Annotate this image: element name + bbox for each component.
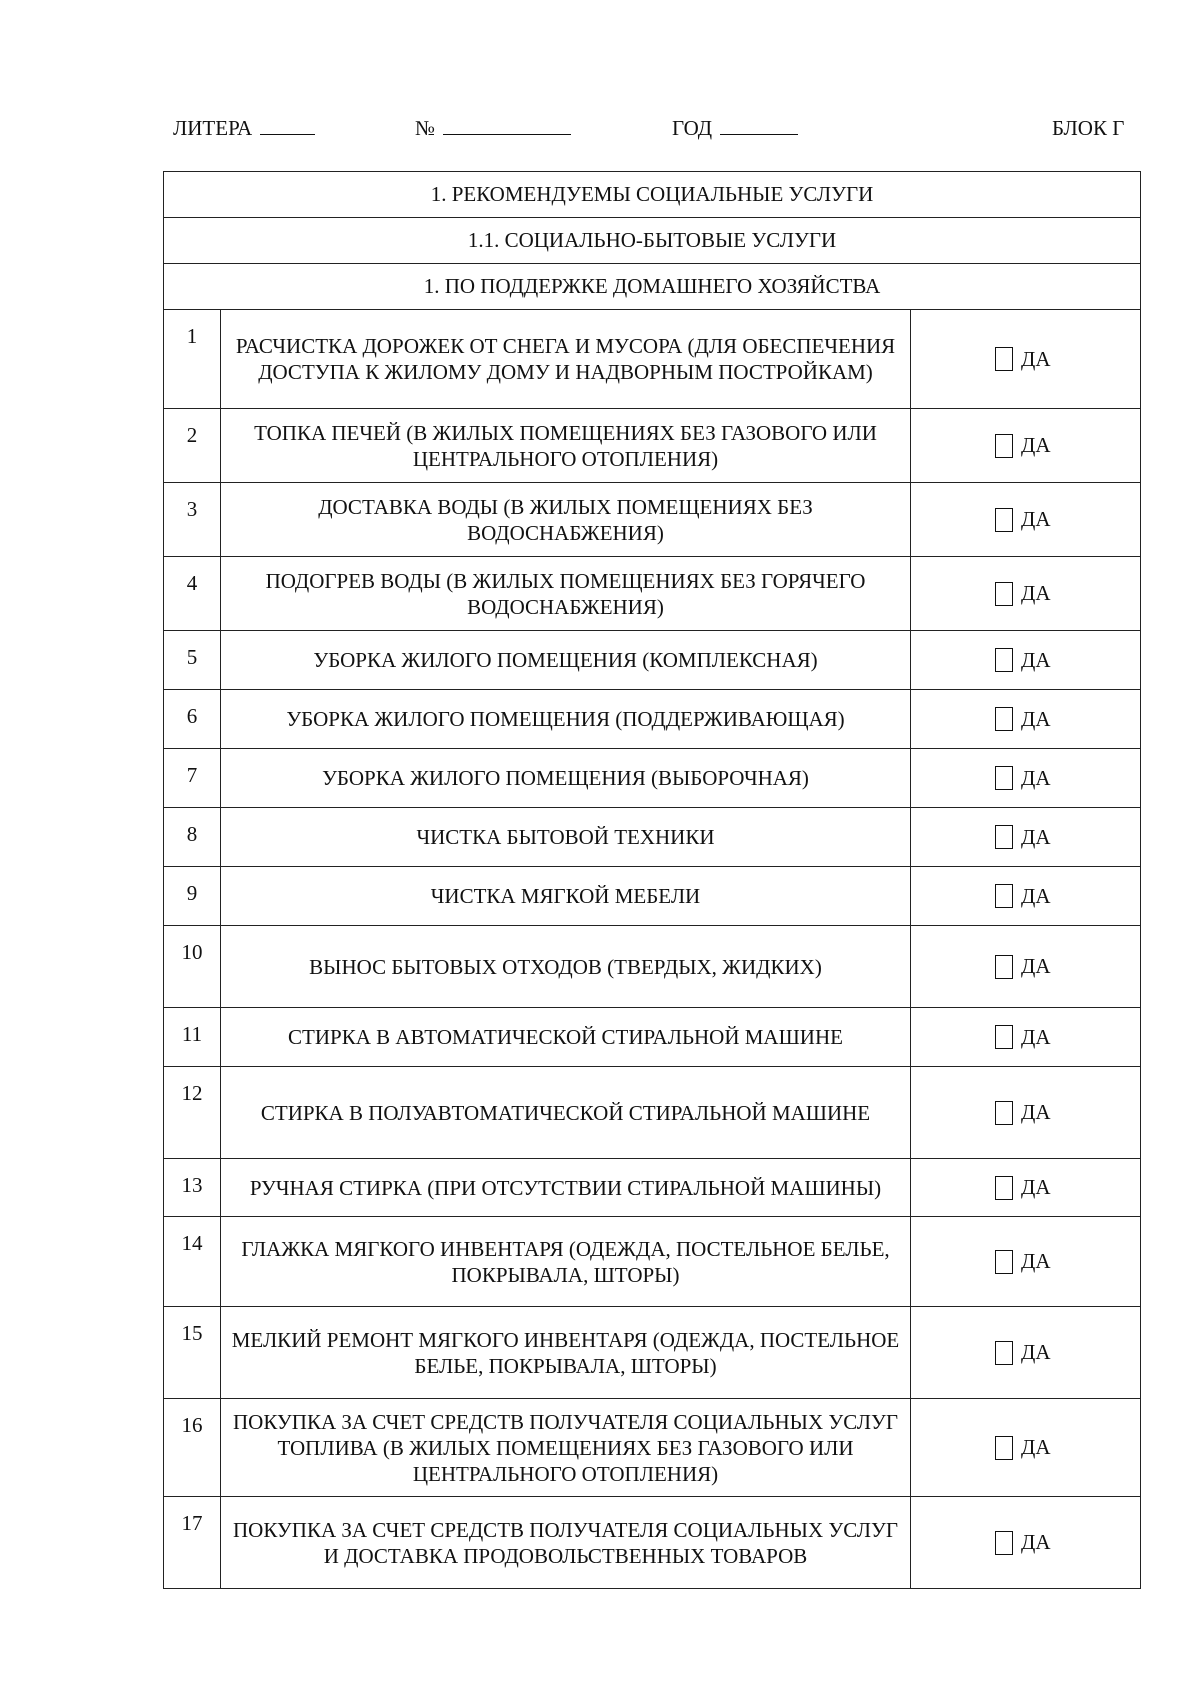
yes-checkbox[interactable] <box>995 347 1013 371</box>
yes-option <box>911 766 1140 791</box>
service-description: ГЛАЖКА МЯГКОГО ИНВЕНТАРЯ (ОДЕЖДА, ПОСТЕЛЬНОЕ БЕЛЬЕ, ПОКРЫВАЛА, ШТОРЫ) <box>221 1217 911 1307</box>
yes-cell <box>911 557 1141 631</box>
row-number: 9 <box>164 867 221 926</box>
yes-checkbox[interactable] <box>995 1341 1013 1365</box>
row-number: 7 <box>164 749 221 808</box>
service-description: РУЧНАЯ СТИРКА (ПРИ ОТСУТСТВИИ СТИРАЛЬНОЙ МАШИНЫ) <box>221 1159 911 1217</box>
yes-cell <box>911 1217 1141 1307</box>
yes-label: ДА <box>1021 507 1051 531</box>
yes-option <box>911 581 1140 606</box>
yes-option <box>911 433 1140 458</box>
yes-label: ДА <box>1021 954 1051 978</box>
yes-cell <box>911 1008 1141 1067</box>
section-title-housekeeping: 1. ПО ПОДДЕРЖКЕ ДОМАШНЕГО ХОЗЯЙСТВА <box>164 264 1141 310</box>
row-number: 3 <box>164 483 221 557</box>
yes-option <box>911 1249 1140 1274</box>
yes-checkbox[interactable] <box>995 825 1013 849</box>
row-number: 11 <box>164 1008 221 1067</box>
yes-checkbox[interactable] <box>995 707 1013 731</box>
row-number: 15 <box>164 1307 221 1399</box>
yes-checkbox[interactable] <box>995 1250 1013 1274</box>
yes-label: ДА <box>1021 1024 1051 1049</box>
yes-label: ДА <box>1021 1340 1051 1364</box>
row-number: 5 <box>164 631 221 690</box>
service-description: ПОКУПКА ЗА СЧЕТ СРЕДСТВ ПОЛУЧАТЕЛЯ СОЦИАЛЬНЫХ УСЛУГ И ДОСТАВКА ПРОДОВОЛЬСТВЕННЫХ ТОВАРОВ <box>221 1497 911 1589</box>
service-description: ВЫНОС БЫТОВЫХ ОТХОДОВ (ТВЕРДЫХ, ЖИДКИХ) <box>221 926 911 1008</box>
service-row <box>164 1067 1141 1159</box>
year-field <box>672 116 798 141</box>
service-row <box>164 1307 1141 1399</box>
yes-option <box>911 507 1140 532</box>
section-row <box>164 172 1141 218</box>
form-header <box>0 116 1200 146</box>
yes-option <box>911 1435 1140 1460</box>
yes-label: ДА <box>1021 1100 1051 1124</box>
yes-label: ДА <box>1021 883 1051 908</box>
yes-label: ДА <box>1021 1249 1051 1273</box>
litera-input-line[interactable] <box>260 116 315 135</box>
year-label: ГОД <box>672 116 713 140</box>
section-title-household: 1.1. СОЦИАЛЬНО-БЫТОВЫЕ УСЛУГИ <box>164 218 1141 264</box>
service-row <box>164 926 1141 1008</box>
row-number: 1 <box>164 310 221 409</box>
services-table <box>163 171 1141 1589</box>
service-row <box>164 1217 1141 1307</box>
yes-checkbox[interactable] <box>995 884 1013 908</box>
yes-label: ДА <box>1021 1530 1051 1554</box>
yes-option <box>911 707 1140 732</box>
yes-cell <box>911 867 1141 926</box>
row-number: 14 <box>164 1217 221 1307</box>
year-input-line[interactable] <box>720 116 798 135</box>
section-row <box>164 264 1141 310</box>
row-number: 12 <box>164 1067 221 1159</box>
service-description: МЕЛКИЙ РЕМОНТ МЯГКОГО ИНВЕНТАРЯ (ОДЕЖДА, ПОСТЕЛЬНОЕ БЕЛЬЕ, ПОКРЫВАЛА, ШТОРЫ) <box>221 1307 911 1399</box>
yes-label: ДА <box>1021 647 1051 672</box>
service-description: ПОДОГРЕВ ВОДЫ (В ЖИЛЫХ ПОМЕЩЕНИЯХ БЕЗ ГОРЯЧЕГО ВОДОСНАБЖЕНИЯ) <box>221 557 911 631</box>
yes-checkbox[interactable] <box>995 1531 1013 1555</box>
yes-checkbox[interactable] <box>995 1436 1013 1460</box>
block-label: БЛОК Г <box>1052 116 1125 140</box>
yes-label: ДА <box>1021 765 1051 790</box>
yes-checkbox[interactable] <box>995 1025 1013 1049</box>
yes-cell <box>911 631 1141 690</box>
yes-option <box>911 1175 1140 1200</box>
yes-label: ДА <box>1021 706 1051 731</box>
yes-checkbox[interactable] <box>995 1101 1013 1125</box>
yes-cell <box>911 1307 1141 1399</box>
number-label: № <box>415 116 436 140</box>
service-row <box>164 1399 1141 1497</box>
row-number: 4 <box>164 557 221 631</box>
yes-option <box>911 954 1140 979</box>
yes-cell <box>911 690 1141 749</box>
yes-cell <box>911 409 1141 483</box>
number-field <box>415 116 571 141</box>
service-row <box>164 808 1141 867</box>
row-number: 16 <box>164 1399 221 1497</box>
yes-cell <box>911 1497 1141 1589</box>
yes-cell <box>911 926 1141 1008</box>
service-description: ЧИСТКА МЯГКОЙ МЕБЕЛИ <box>221 867 911 926</box>
service-row <box>164 409 1141 483</box>
service-description: УБОРКА ЖИЛОГО ПОМЕЩЕНИЯ (ВЫБОРОЧНАЯ) <box>221 749 911 808</box>
yes-label: ДА <box>1021 824 1051 849</box>
yes-checkbox[interactable] <box>995 766 1013 790</box>
yes-cell <box>911 808 1141 867</box>
yes-checkbox[interactable] <box>995 955 1013 979</box>
service-description: ДОСТАВКА ВОДЫ (В ЖИЛЫХ ПОМЕЩЕНИЯХ БЕЗ ВОДОСНАБЖЕНИЯ) <box>221 483 911 557</box>
service-row <box>164 1159 1141 1217</box>
yes-cell <box>911 310 1141 409</box>
service-description: ЧИСТКА БЫТОВОЙ ТЕХНИКИ <box>221 808 911 867</box>
service-row <box>164 867 1141 926</box>
service-description: ПОКУПКА ЗА СЧЕТ СРЕДСТВ ПОЛУЧАТЕЛЯ СОЦИАЛЬНЫХ УСЛУГ ТОПЛИВА (В ЖИЛЫХ ПОМЕЩЕНИЯХ БЕЗ ГАЗОВОГО ИЛИ ЦЕНТРАЛЬНОГО ОТОПЛЕНИЯ) <box>221 1399 911 1497</box>
yes-cell <box>911 1067 1141 1159</box>
yes-label: ДА <box>1021 581 1051 605</box>
yes-option <box>911 825 1140 850</box>
yes-label: ДА <box>1021 346 1051 371</box>
service-description: ТОПКА ПЕЧЕЙ (В ЖИЛЫХ ПОМЕЩЕНИЯХ БЕЗ ГАЗОВОГО ИЛИ ЦЕНТРАЛЬНОГО ОТОПЛЕНИЯ) <box>221 409 911 483</box>
yes-checkbox[interactable] <box>995 648 1013 672</box>
yes-cell <box>911 483 1141 557</box>
yes-option <box>911 1100 1140 1125</box>
row-number: 6 <box>164 690 221 749</box>
service-row <box>164 1008 1141 1067</box>
yes-label: ДА <box>1021 1435 1051 1459</box>
yes-cell <box>911 1159 1141 1217</box>
service-description: СТИРКА В АВТОМАТИЧЕСКОЙ СТИРАЛЬНОЙ МАШИНЕ <box>221 1008 911 1067</box>
service-description: РАСЧИСТКА ДОРОЖЕК ОТ СНЕГА И МУСОРА (ДЛЯ ОБЕСПЕЧЕНИЯ ДОСТУПА К ЖИЛОМУ ДОМУ И НАДВОРНЫМ ПОСТРОЙКАМ) <box>221 310 911 409</box>
yes-option <box>911 347 1140 372</box>
service-row <box>164 310 1141 409</box>
yes-cell <box>911 1399 1141 1497</box>
service-row <box>164 749 1141 808</box>
yes-option <box>911 648 1140 673</box>
row-number: 2 <box>164 409 221 483</box>
row-number: 10 <box>164 926 221 1008</box>
yes-option <box>911 884 1140 909</box>
yes-checkbox[interactable] <box>995 434 1013 458</box>
number-input-line[interactable] <box>443 116 571 135</box>
yes-cell <box>911 749 1141 808</box>
yes-checkbox[interactable] <box>995 1176 1013 1200</box>
section-row <box>164 218 1141 264</box>
yes-label: ДА <box>1021 1175 1051 1199</box>
service-row <box>164 483 1141 557</box>
service-row <box>164 557 1141 631</box>
yes-checkbox[interactable] <box>995 508 1013 532</box>
row-number: 8 <box>164 808 221 867</box>
section-title-recommended: 1. РЕКОМЕНДУЕМЫ СОЦИАЛЬНЫЕ УСЛУГИ <box>164 172 1141 218</box>
row-number: 13 <box>164 1159 221 1217</box>
yes-option <box>911 1025 1140 1050</box>
row-number: 17 <box>164 1497 221 1589</box>
service-row <box>164 690 1141 749</box>
service-row <box>164 631 1141 690</box>
yes-checkbox[interactable] <box>995 582 1013 606</box>
service-description: УБОРКА ЖИЛОГО ПОМЕЩЕНИЯ (ПОДДЕРЖИВАЮЩАЯ) <box>221 690 911 749</box>
yes-label: ДА <box>1021 433 1051 457</box>
litera-field <box>173 116 315 141</box>
service-description: УБОРКА ЖИЛОГО ПОМЕЩЕНИЯ (КОМПЛЕКСНАЯ) <box>221 631 911 690</box>
yes-option <box>911 1530 1140 1555</box>
service-row <box>164 1497 1141 1589</box>
litera-label: ЛИТЕРА <box>173 116 253 140</box>
yes-option <box>911 1340 1140 1365</box>
service-description: СТИРКА В ПОЛУАВТОМАТИЧЕСКОЙ СТИРАЛЬНОЙ МАШИНЕ <box>221 1067 911 1159</box>
